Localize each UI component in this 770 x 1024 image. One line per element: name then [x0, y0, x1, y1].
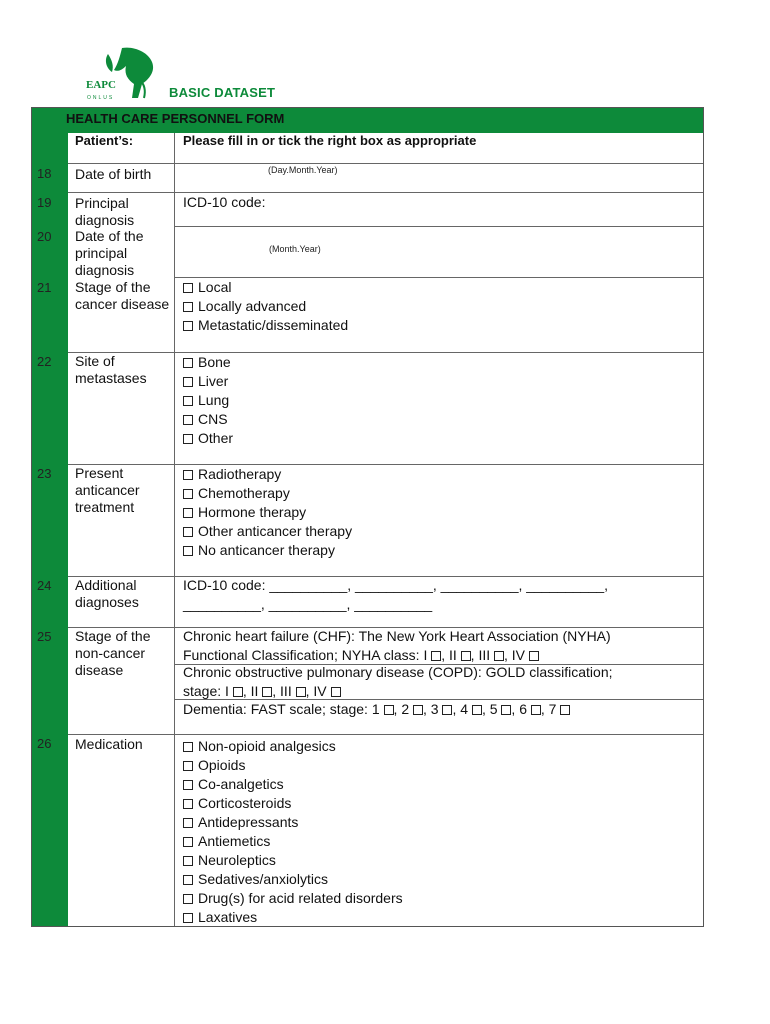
- checkbox[interactable]: [431, 651, 441, 661]
- checkbox[interactable]: [183, 377, 193, 387]
- checkbox[interactable]: [183, 321, 193, 331]
- checkbox[interactable]: [183, 856, 193, 866]
- checkbox[interactable]: [296, 687, 306, 697]
- nyha-class-I[interactable]: I: [423, 647, 441, 663]
- checkbox[interactable]: [384, 705, 394, 715]
- checkbox[interactable]: [560, 705, 570, 715]
- additional-diagnoses-label: Additional diagnoses: [75, 577, 139, 610]
- chf-block: [183, 627, 611, 665]
- checkbox[interactable]: [183, 302, 193, 312]
- option-antiemetics[interactable]: Antiemetics: [183, 832, 403, 851]
- date-of-birth-field[interactable]: [175, 176, 703, 192]
- diagnosis-date-field[interactable]: [175, 227, 703, 243]
- checkbox[interactable]: [331, 687, 341, 697]
- checkbox[interactable]: [183, 742, 193, 752]
- copd-block: [183, 663, 613, 701]
- fast-stage-7[interactable]: 7: [549, 701, 571, 717]
- checkbox[interactable]: [529, 651, 539, 661]
- logo-subtext: ONLUS: [87, 95, 115, 101]
- checkbox[interactable]: [183, 546, 193, 556]
- dataset-title: BASIC DATASET: [169, 85, 276, 100]
- row-number-24: 24: [37, 578, 52, 593]
- checkbox[interactable]: [413, 705, 423, 715]
- logo-leaf-detail: [106, 54, 113, 72]
- principal-diagnosis-field[interactable]: [272, 194, 702, 224]
- checkbox[interactable]: [183, 415, 193, 425]
- option-laxatives[interactable]: Laxatives: [183, 908, 403, 927]
- checkbox[interactable]: [183, 837, 193, 847]
- checkbox[interactable]: [183, 780, 193, 790]
- gold-stage-line: stage: I , II , III , IV: [183, 682, 613, 701]
- date-of-birth-hint: (Day.Month.Year): [268, 165, 338, 175]
- anticancer-treatment-options: [183, 465, 352, 560]
- option-acid-drugs[interactable]: Drug(s) for acid related disorders: [183, 889, 403, 908]
- form-title: HEALTH CARE PERSONNEL FORM: [66, 111, 285, 126]
- row-number-26: 26: [37, 736, 52, 751]
- option-cns[interactable]: CNS: [183, 410, 233, 429]
- checkbox[interactable]: [472, 705, 482, 715]
- row-number-25: 25: [37, 629, 52, 644]
- option-lung[interactable]: Lung: [183, 391, 233, 410]
- gold-stage-III[interactable]: III: [280, 683, 306, 699]
- gold-stage-choices[interactable]: I , II , III , IV: [225, 683, 340, 699]
- additional-diagnoses-fields[interactable]: [183, 576, 608, 614]
- fast-stage-2[interactable]: 2: [401, 701, 423, 717]
- checkbox[interactable]: [183, 761, 193, 771]
- form-header-bar: [32, 108, 703, 133]
- gold-stage-II[interactable]: II: [251, 683, 273, 699]
- fast-stage-choices[interactable]: 1 , 2 , 3 , 4 , 5 , 6 , 7: [372, 701, 571, 717]
- row-number-22: 22: [37, 354, 52, 369]
- dementia-block: [183, 700, 570, 719]
- nyha-class-II[interactable]: II: [449, 647, 471, 663]
- checkbox[interactable]: [531, 705, 541, 715]
- checkbox[interactable]: [183, 358, 193, 368]
- chf-text: Chronic heart failure (CHF): The New York Heart Association (NYHA): [183, 628, 611, 644]
- checkbox[interactable]: [183, 283, 193, 293]
- option-radiotherapy[interactable]: Radiotherapy: [183, 465, 352, 484]
- icd-code-line-2[interactable]: __________, __________, __________: [183, 596, 433, 612]
- row-number-20: 20: [37, 229, 52, 244]
- option-opioids[interactable]: Opioids: [183, 756, 403, 775]
- checkbox[interactable]: [183, 894, 193, 904]
- fast-stage-4[interactable]: 4: [460, 701, 482, 717]
- option-no-anticancer[interactable]: No anticancer therapy: [183, 541, 352, 560]
- non-cancer-stage-label: Stage of the non-cancer disease: [75, 628, 151, 678]
- checkbox[interactable]: [183, 818, 193, 828]
- anticancer-treatment-label: Present anticancer treatment: [75, 465, 140, 515]
- instruction-header: Please fill in or tick the right box as appropriate: [183, 133, 477, 148]
- option-neuroleptics[interactable]: Neuroleptics: [183, 851, 403, 870]
- option-other[interactable]: Other: [183, 429, 233, 448]
- principal-diagnosis-icd-text: ICD-10 code:: [183, 194, 266, 210]
- option-liver[interactable]: Liver: [183, 372, 233, 391]
- row-number-18: 18: [37, 166, 52, 181]
- option-sedatives[interactable]: Sedatives/anxiolytics: [183, 870, 403, 889]
- checkbox[interactable]: [262, 687, 272, 697]
- option-chemotherapy[interactable]: Chemotherapy: [183, 484, 352, 503]
- metastases-site-options: [183, 353, 233, 448]
- checkbox[interactable]: [494, 651, 504, 661]
- option-metastatic[interactable]: Metastatic/disseminated: [183, 316, 348, 335]
- option-bone[interactable]: Bone: [183, 353, 233, 372]
- checkbox[interactable]: [183, 434, 193, 444]
- logo-leaf-shape: [114, 48, 153, 98]
- option-locally-advanced[interactable]: Locally advanced: [183, 297, 348, 316]
- row-number-19: 19: [37, 195, 52, 210]
- checkbox[interactable]: [183, 875, 193, 885]
- checkbox[interactable]: [461, 651, 471, 661]
- medication-label: Medication: [75, 736, 143, 752]
- checkbox[interactable]: [183, 913, 193, 923]
- cancer-stage-options: [183, 278, 348, 335]
- row-divider: [68, 192, 703, 193]
- row-number-23: 23: [37, 466, 52, 481]
- date-of-birth-label: Date of birth: [75, 166, 152, 182]
- diagnosis-date-hint: (Month.Year): [269, 244, 321, 254]
- fast-stage-6[interactable]: 6: [519, 701, 541, 717]
- option-antidepressants[interactable]: Antidepressants: [183, 813, 403, 832]
- checkbox[interactable]: [183, 799, 193, 809]
- option-hormone-therapy[interactable]: Hormone therapy: [183, 503, 352, 522]
- nyha-class-choices[interactable]: I , II , III , IV: [423, 647, 538, 663]
- personnel-form: [31, 107, 704, 927]
- diagnosis-date-label: Date of the principal diagnosis: [75, 228, 144, 278]
- gold-stage-I[interactable]: I: [225, 683, 243, 699]
- gold-stage-IV[interactable]: IV: [313, 683, 340, 699]
- logo-text: EAPC: [86, 79, 116, 91]
- icd-code-line-1[interactable]: ICD-10 code: __________, __________, __________, __________,: [183, 577, 609, 593]
- fast-stage-5[interactable]: 5: [490, 701, 512, 717]
- nyha-class-IV[interactable]: IV: [512, 647, 539, 663]
- row-number-21: 21: [37, 280, 52, 295]
- option-co-analgetics[interactable]: Co-analgetics: [183, 775, 403, 794]
- cancer-stage-label: Stage of the cancer disease: [75, 279, 170, 312]
- checkbox[interactable]: [183, 396, 193, 406]
- checkbox[interactable]: [233, 687, 243, 697]
- checkbox[interactable]: [183, 508, 193, 518]
- medication-options: [183, 737, 403, 927]
- checkbox[interactable]: [501, 705, 511, 715]
- option-local[interactable]: Local: [183, 278, 348, 297]
- checkbox[interactable]: [183, 527, 193, 537]
- copd-text: Chronic obstructive pulmonary disease (COPD): GOLD classification;: [183, 664, 613, 680]
- checkbox[interactable]: [442, 705, 452, 715]
- eapc-logo: [82, 44, 162, 102]
- row-divider: [68, 734, 703, 735]
- metastases-site-label: Site of metastases: [75, 353, 147, 386]
- fast-stage-3[interactable]: 3: [431, 701, 453, 717]
- patient-column-header: Patient’s:: [75, 133, 134, 148]
- nyha-class-line: Functional Classification; NYHA class: I , II , III , IV: [183, 646, 611, 665]
- option-corticosteroids[interactable]: Corticosteroids: [183, 794, 403, 813]
- fast-stage-1[interactable]: 1: [372, 701, 394, 717]
- checkbox[interactable]: [183, 470, 193, 480]
- option-non-opioid[interactable]: Non-opioid analgesics: [183, 737, 403, 756]
- nyha-class-III[interactable]: III: [478, 647, 504, 663]
- principal-diagnosis-label: Principal diagnosis: [75, 195, 135, 228]
- fast-stage-line: Dementia: FAST scale; stage: 1 , 2 , 3 , 4 , 5 , 6 , 7: [183, 700, 570, 719]
- row-divider: [68, 163, 703, 164]
- option-other-anticancer[interactable]: Other anticancer therapy: [183, 522, 352, 541]
- checkbox[interactable]: [183, 489, 193, 499]
